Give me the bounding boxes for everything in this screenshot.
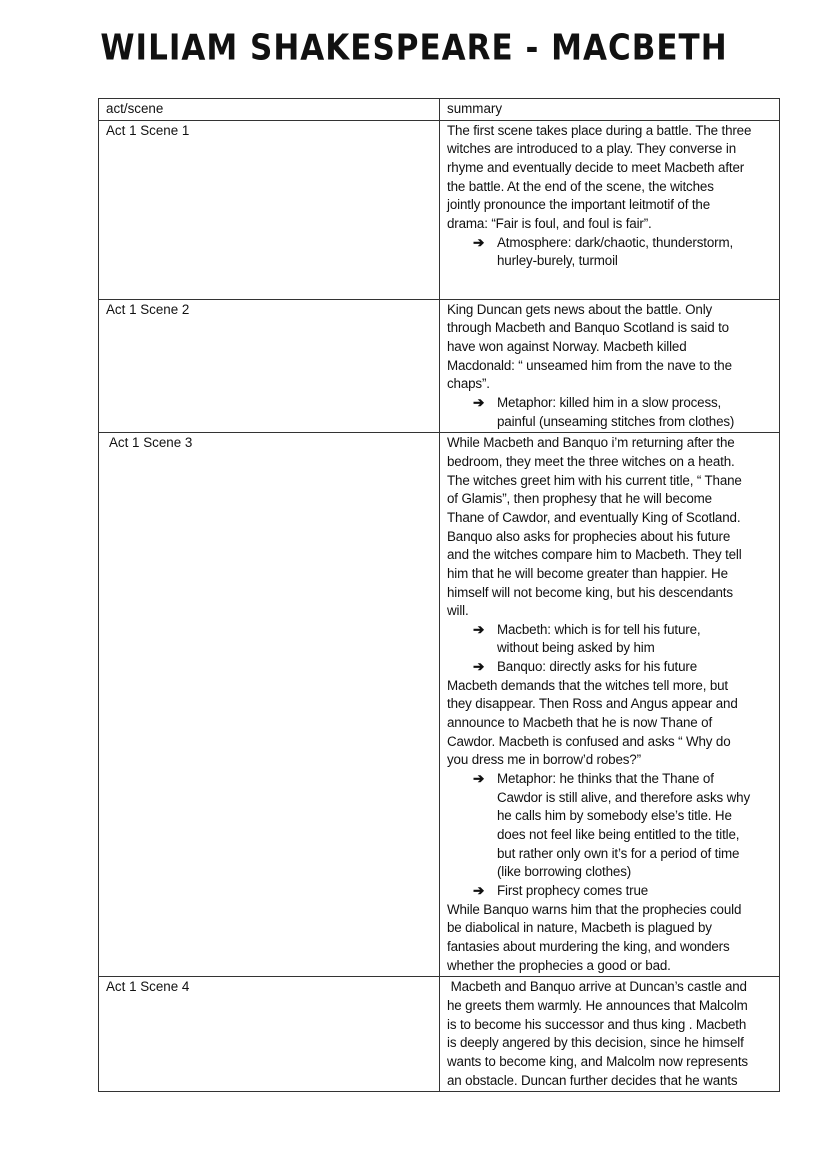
text-line: does not feel like being entitled to the title, [497,827,740,843]
text-line: rhyme and eventually decide to meet Macbeth after [447,159,745,175]
text-line: through Macbeth and Banquo Scotland is said to [447,320,729,336]
text-line: but rather only own it’s for a period of time [497,845,740,861]
summary-paragraph [447,901,772,976]
text-line: Banquo also asks for prophecies about his future [447,528,731,544]
act-scene-cell: Act 1 Scene 4 [99,977,440,1092]
arrow-bullet-icon: ➔ [473,883,485,898]
text-line: chaps”. [447,376,490,392]
bullet-point [447,658,772,677]
text-line: painful (unseaming stitches from clothes) [497,413,735,429]
arrow-bullet-icon: ➔ [473,394,485,410]
text-line: Cawdor. Macbeth is confused and asks “ Why do [447,733,731,749]
text-line: and the witches compare him to Macbeth. They tell [447,547,742,563]
table-header-row [99,99,780,121]
text-line: have won against Norway. Macbeth killed [447,338,687,354]
table-row [99,299,780,433]
summary-paragraph [447,978,772,1090]
page-title: WILIAM SHAKESPEARE - MACBETH [100,27,728,69]
arrow-bullet-icon: ➔ [473,771,485,787]
summary-cell [440,977,780,1092]
text-line: drama: “Fair is foul, and foul is fair”. [447,215,652,231]
text-line: he greets them warmly. He announces that Malcolm [447,997,748,1013]
text-line: Atmosphere: dark/chaotic, thunderstorm, [497,234,734,250]
text-line: hurley-burely, turmoil [497,253,618,269]
text-line: they disappear. Then Ross and Angus appear and [447,696,738,712]
text-line: will. [447,603,469,619]
act-scene-cell: Act 1 Scene 3 [99,433,440,977]
text-line: fantasies about murdering the king, and wonders [447,938,730,954]
text-line: witches are introduced to a play. They converse in [447,141,736,157]
text-line: Cawdor is still alive, and therefore asks why [497,789,750,805]
text-line: him that he will become greater than happier. He [447,565,728,581]
text-line: Macbeth and Banquo arrive at Duncan’s castle and [447,979,747,995]
text-line: Metaphor: killed him in a slow process, [497,394,722,410]
summary-cell [440,433,780,977]
text-line: of Glamis”, then prophesy that he will become [447,491,712,507]
arrow-bullet-icon: ➔ [473,621,485,637]
text-line: (like borrowing clothes) [497,864,632,880]
text-line: without being asked by him [497,640,655,656]
text-line: Banquo: directly asks for his future [497,659,698,675]
act-scene-cell: Act 1 Scene 2 [99,299,440,433]
table-row [99,433,780,977]
summary-paragraph [447,301,772,394]
text-line: an obstacle. Duncan further decides that he wants [447,1072,738,1088]
text-line: he calls him by somebody else’s title. He [497,808,732,824]
header-summary: summary [440,99,780,121]
bullet-point [447,621,772,658]
bullet-point [447,234,772,271]
text-line: bedroom, they meet the three witches on a heath. [447,453,735,469]
text-line: While Banquo warns him that the prophecies could [447,901,742,917]
text-line: jointly pronounce the important leitmotif of the [447,197,710,213]
text-line: Macbeth: which is for tell his future, [497,621,701,637]
text-line: is to become his successor and thus king . Macbeth [447,1016,747,1032]
arrow-bullet-icon: ➔ [473,659,485,675]
bullet-point [447,770,772,882]
text-line: you dress me in borrow’d robes?” [447,752,641,768]
text-line: announce to Macbeth that he is now Thane of [447,715,713,731]
table-row [99,120,780,299]
arrow-bullet-icon: ➔ [473,234,485,250]
text-line: Metaphor: he thinks that the Thane of [497,771,714,787]
text-line: be diabolical in nature, Macbeth is plagued by [447,920,712,936]
text-line: the battle. At the end of the scene, the witches [447,178,714,194]
text-line: is deeply angered by this decision, since he himself [447,1035,744,1051]
text-line: whether the prophecies a good or bad. [447,957,671,973]
text-line: The witches greet him with his current title, “ Thane [447,472,742,488]
text-line: himself will not become king, but his descendants [447,584,733,600]
bullet-point [447,394,772,431]
text-line: wants to become king, and Malcolm now represents [447,1053,748,1069]
summary-cell [440,120,780,299]
text-line: The first scene takes place during a battle. The three [447,122,752,138]
summary-paragraph [447,677,772,770]
table-row [99,977,780,1092]
text-line: First prophecy comes true [497,883,649,898]
text-line: King Duncan gets news about the battle. Only [447,301,713,317]
text-line: Macbeth demands that the witches tell more, but [447,677,728,693]
text-line: While Macbeth and Banquo i’m returning after the [447,435,735,451]
text-line: Macdonald: “ unseamed him from the nave to the [447,357,732,373]
summary-paragraph [447,434,772,621]
summary-cell [440,299,780,433]
act-scene-cell: Act 1 Scene 1 [99,120,440,299]
scene-summary-table [98,98,780,1092]
bullet-point [447,882,772,901]
text-line: Thane of Cawdor, and eventually King of Scotland. [447,509,741,525]
summary-paragraph [447,122,772,234]
header-act-scene: act/scene [99,99,440,121]
